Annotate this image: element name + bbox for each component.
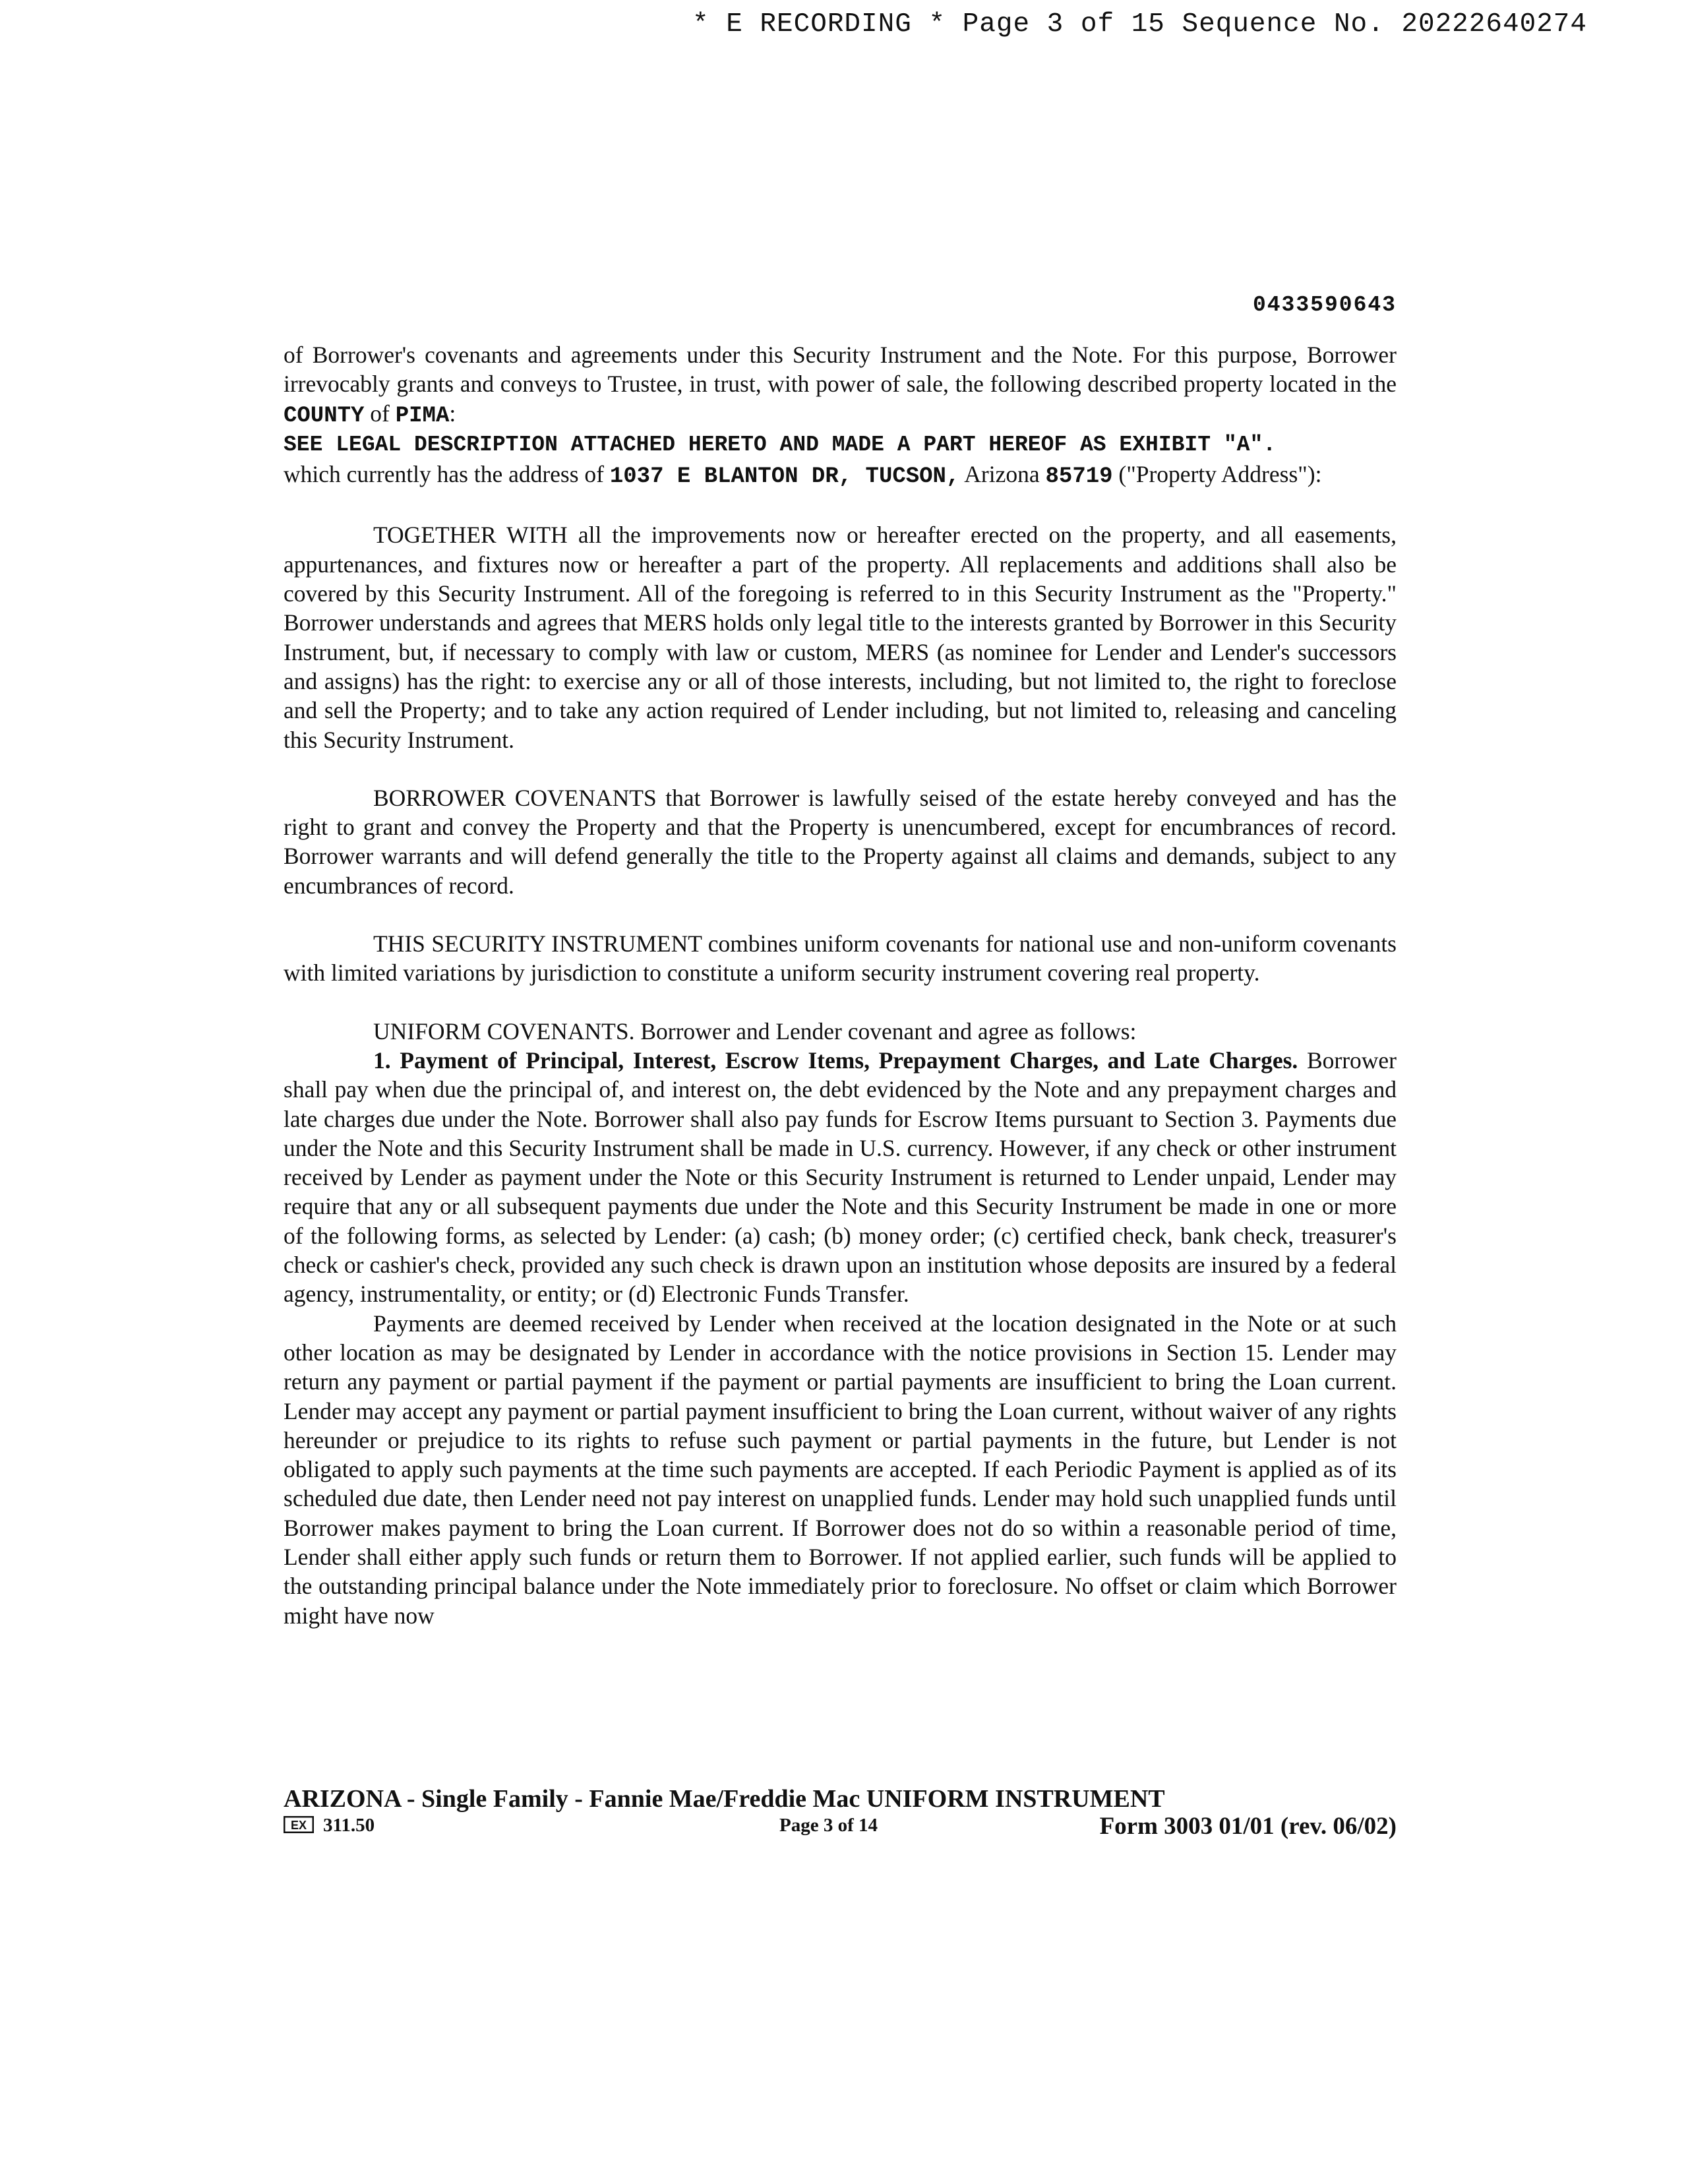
- footer-code-number: 311.50: [323, 1815, 375, 1836]
- conveyance-paragraph: [284, 340, 1397, 431]
- footer-form-code: [284, 1815, 375, 1836]
- section-1-text: Borrower shall pay when due the principal of, and interest on, the debt evidenced by the Note and any prepayment charges and late charges due under the Note. Borrower shall also pay funds for Escrow Items pursuant to Section 3. Payments due under the Note and this Security Instrument shall be made in U.S. currency. However, if any check or other instrument received by Lender as payment under the Note or this Security Instrument is returned to Lender unpaid, Lender may require that any or all subsequent payments due under the Note and this Security Instrument be made in one or more of the following forms, as selected by Lender: (a) cash; (b) money order; (c) certified check, bank check, treasurer's check or cashier's check, provided any such check is drawn upon an institution whose deposits are insured by a federal agency, instrumentality, or entity; or (d) Electronic Funds Transfer.: [284, 1046, 1397, 1308]
- conveyance-text: of Borrower's covenants and agreements under this Security Instrument and the Note. For this purpose, Borrower irrevocably grants and conveys to Trustee, in trust, with power of sale, the following described property located in the: [284, 342, 1397, 398]
- legal-description: SEE LEGAL DESCRIPTION ATTACHED HERETO AND MADE A PART HEREOF AS EXHIBIT "A".: [284, 432, 1277, 457]
- borrower-covenants-paragraph: BORROWER COVENANTS that Borrower is lawfully seised of the estate hereby conveyed and has the right to grant and convey the Property and that the Property is unencumbered, except for encumbrances of record. Borrower warrants and will defend generally the title to the Property against all claims and demands, subject to any encumbrances of record.: [284, 784, 1397, 899]
- footer-line: [284, 1815, 1397, 1844]
- section-1-paragraph: [284, 1046, 1397, 1309]
- document-body: [284, 340, 1397, 1630]
- section-1-heading: 1. Payment of Principal, Interest, Escrow Items, Prepayment Charges, and Late Charges.: [373, 1046, 1298, 1074]
- logo-icon: [284, 1816, 314, 1833]
- county-name: PIMA: [395, 403, 450, 429]
- county-of: of: [370, 400, 390, 427]
- payments-deemed-paragraph: Payments are deemed received by Lender when received at the location designated in the Note or at such other location as may be designated by Lender in accordance with the notice provisions in Section 15. Lender may return any payment or partial payment if the payment or partial payments are insufficient to bring the Loan current. Lender may accept any payment or partial payment insufficient to bring the Loan current, without waiver of any rights hereunder or prejudice to its rights to refuse such payment or partial payments in the future, but Lender is not obligated to apply such payments at the time such payments are accepted. If each Periodic Payment is applied as of its scheduled due date, then Lender need not pay interest on unapplied funds. Lender may hold such unapplied funds until Borrower makes payment to bring the Loan current. If Borrower does not do so within a reasonable period of time, Lender shall either apply such funds or return them to Borrower. If not applied earlier, such funds will be applied to the outstanding principal balance under the Note immediately prior to foreclosure. No offset or claim which Borrower might have now: [284, 1310, 1397, 1629]
- footer-form-number: Form 3003 01/01 (rev. 06/02): [1099, 1813, 1397, 1840]
- footer-title: ARIZONA - Single Family - Fannie Mae/Freddie Mac UNIFORM INSTRUMENT: [284, 1785, 1165, 1813]
- address-prefix: which currently has the address of: [284, 461, 604, 488]
- security-instrument-paragraph: THIS SECURITY INSTRUMENT combines uniform covenants for national use and non-uniform covenants with limited variations by jurisdiction to constitute a uniform security instrument covering real property.: [284, 930, 1397, 986]
- address-street: 1037 E BLANTON DR, TUCSON,: [609, 464, 960, 490]
- county-colon: :: [449, 400, 456, 427]
- uniform-covenants-heading: UNIFORM COVENANTS. Borrower and Lender covenant and agree as follows:: [373, 1017, 1137, 1045]
- together-with-paragraph: TOGETHER WITH all the improvements now or hereafter erected on the property, and all easements, appurtenances, and fixtures now or hereafter a part of the property. All replacements and additions shall also be covered by this Security Instrument. All of the foregoing is referred to in this Security Instrument as the "Property." Borrower understands and agrees that MERS holds only legal title to the interests granted by Borrower in this Security Instrument, but, if necessary to comply with law or custom, MERS (as nominee for Lender and Lender's successors and assigns) has the right: to exercise any or all of those interests, including, but not limited to, the right to foreclose and sell the Property; and to take any action required of Lender including, but not limited to, releasing and canceling this Security Instrument.: [284, 522, 1397, 753]
- address-suffix: ("Property Address"):: [1118, 461, 1322, 488]
- recording-header: * E RECORDING * Page 3 of 15 Sequence No. 20222640274: [692, 9, 1588, 40]
- svg-text:EX: EX: [290, 1819, 307, 1832]
- footer-page-number: Page 3 of 14: [779, 1815, 878, 1836]
- address-state: Arizona: [964, 461, 1040, 488]
- county-label: COUNTY: [284, 403, 365, 429]
- property-address-paragraph: [284, 460, 1397, 491]
- form-footer: [284, 1784, 1397, 1844]
- loan-number: 0433590643: [1252, 293, 1397, 317]
- address-zip: 85719: [1045, 464, 1113, 490]
